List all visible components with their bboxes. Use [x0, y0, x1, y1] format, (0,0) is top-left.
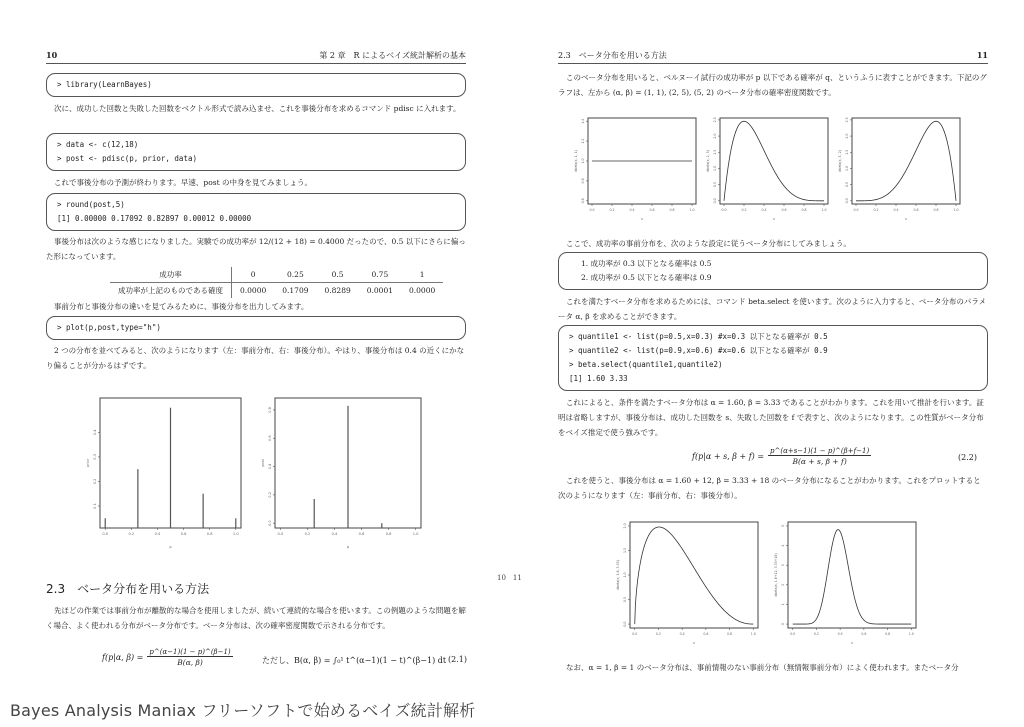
svg-text:x: x: [773, 217, 775, 221]
svg-text:0.4: 0.4: [331, 532, 338, 536]
code-block: [46, 316, 466, 340]
svg-text:0.6: 0.6: [180, 532, 187, 536]
svg-text:0.5: 0.5: [713, 182, 717, 188]
probability-table: [110, 267, 443, 298]
svg-text:0.5: 0.5: [623, 596, 627, 603]
svg-text:1.0: 1.0: [623, 572, 627, 578]
posterior-histogram-chart: [255, 390, 425, 550]
table-cell: 0.0001: [366, 286, 393, 295]
table-cell: 0.5: [317, 267, 359, 283]
svg-text:0.4: 0.4: [93, 429, 97, 436]
right-page: [512, 0, 1024, 690]
svg-text:0.4: 0.4: [154, 532, 161, 536]
table-cell: 0.75: [359, 267, 401, 283]
svg-text:0.0: 0.0: [623, 621, 627, 627]
svg-text:0.4: 0.4: [679, 632, 685, 636]
running-header: [46, 50, 466, 64]
svg-text:0.8: 0.8: [581, 178, 585, 184]
svg-text:0.6: 0.6: [913, 208, 919, 212]
svg-text:0.2: 0.2: [609, 208, 615, 212]
left-page: [0, 0, 512, 690]
fraction-denominator: B(α, β): [177, 658, 203, 667]
equation-2-2: [692, 447, 871, 466]
spread-page-numbers: 10 11: [497, 574, 522, 582]
svg-text:p: p: [169, 545, 172, 549]
svg-text:0.8: 0.8: [885, 632, 891, 636]
list-item: 2. 成功率が 0.5 以下となる確率は 0.9: [581, 273, 712, 282]
svg-text:dbeta(x, 1.6, 3.33): dbeta(x, 1.6, 3.33): [616, 560, 620, 590]
fraction-numerator: p^(α−1)(1 − p)^(β−1): [149, 648, 231, 656]
svg-text:2.0: 2.0: [623, 523, 627, 529]
svg-text:5: 5: [781, 524, 785, 527]
svg-text:dbeta(x, 2, 5): dbeta(x, 2, 5): [706, 150, 710, 172]
svg-text:post: post: [261, 459, 265, 467]
prior-histogram-chart: [80, 390, 245, 550]
equation-2-1: [102, 648, 233, 667]
condition-list: [558, 252, 988, 290]
paragraph: 事前分布と事後分布の違いを見てみるために、事後分布を出力してみます。: [54, 302, 309, 311]
svg-text:0.6: 0.6: [649, 208, 655, 212]
svg-text:0.4: 0.4: [629, 208, 635, 212]
running-header: [558, 50, 988, 64]
code-line: > quantile2 <- list(p=0.9,x=0.6) #x=0.6 以下となる確率が 0.9: [569, 346, 828, 355]
svg-text:0.2: 0.2: [813, 632, 819, 636]
table-header: 成功率が上記のものである確度: [110, 283, 232, 299]
beta-5-2-chart: [834, 112, 964, 222]
svg-text:0.2: 0.2: [655, 632, 661, 636]
svg-text:0.6: 0.6: [581, 198, 585, 204]
svg-text:0.2: 0.2: [128, 532, 135, 536]
svg-text:1: 1: [781, 603, 785, 606]
svg-text:0.0: 0.0: [721, 208, 727, 212]
svg-text:0.4: 0.4: [761, 208, 767, 212]
svg-text:0.8: 0.8: [727, 632, 733, 636]
svg-text:0.6: 0.6: [703, 632, 709, 636]
equation-fraction: [768, 447, 871, 466]
svg-text:0.5: 0.5: [845, 182, 849, 188]
section-header: 2.3 ベータ分布を用いる方法: [558, 51, 667, 60]
table-cell: 0.25: [274, 267, 316, 283]
section-heading: [46, 580, 209, 597]
svg-text:3: 3: [781, 564, 785, 567]
beta-1-1-chart: [570, 112, 700, 222]
svg-text:0.1: 0.1: [93, 503, 97, 509]
svg-text:x: x: [851, 641, 853, 645]
page-number: 10: [46, 50, 58, 60]
paragraph: このベータ分布を用いると、ベルヌーイ試行の成功率が p 以下である確率が q、というふうに表すことができます。下記のグラフは、左から (α, β) = (1, 1), (2, 5), (5, 2) のベータ分布の確率密度関数です。: [558, 73, 987, 97]
code-line: > post <- pdisc(p, prior, data): [57, 154, 197, 163]
code-line: > round(post,5): [57, 200, 125, 209]
paragraph: 2 つの分布を並べてみると、次のようになります（左：事前分布、右：事後分布）。やはり、事後分布は 0.4 の近くにかなり偏ることが分かるはずです。: [46, 346, 465, 370]
equation-lhs: f(p|α + s, β + f) =: [692, 452, 765, 461]
equation-fraction: [147, 648, 232, 667]
paragraph: 先ほどの作業では事前分布が離散的な場合を使用しましたが、続いて連続的な場合を使います。この例題のような問題を解く場合、よく使われる分布がベータ分布です。ベータ分布は、次の確率密度関数で示される分布です。: [46, 606, 466, 630]
section-number: 2.3: [46, 582, 66, 596]
table-cell: 1: [401, 267, 443, 283]
list-item: 1. 成功率が 0.3 以下となる確率は 0.5: [581, 259, 712, 268]
svg-text:0.2: 0.2: [304, 532, 311, 536]
code-line: > library(LearnBayes): [57, 80, 152, 89]
paragraph: 次に、成功した回数と失敗した回数をベクトル形式で読み込ませ、これを事後分布を求めるコマンド pdisc に入れます。: [54, 104, 461, 113]
svg-text:0.6: 0.6: [781, 208, 787, 212]
svg-text:0.4: 0.4: [893, 208, 899, 212]
equation-lhs: f(p|α, β) =: [102, 653, 144, 662]
svg-text:0.0: 0.0: [102, 532, 109, 536]
svg-text:0.0: 0.0: [790, 632, 796, 636]
paragraph: 事後分布は次のような感じになりました。実験での成功率が 12/(12 + 18) = 0.4000 だったので、0.5 以下にさらに偏った形になっています。: [46, 237, 466, 261]
svg-text:1.0: 1.0: [908, 632, 914, 636]
svg-text:0.6: 0.6: [861, 632, 867, 636]
section-title: ベータ分布を用いる方法: [77, 582, 210, 596]
svg-text:2.5: 2.5: [845, 117, 849, 123]
svg-text:0.0: 0.0: [713, 198, 717, 204]
svg-text:0.2: 0.2: [873, 208, 879, 212]
code-line: > quantile1 <- list(p=0.5,x=0.3) #x=0.3 以下となる確率が 0.5: [569, 332, 828, 341]
svg-text:2.0: 2.0: [845, 133, 849, 139]
svg-text:1.0: 1.0: [750, 632, 756, 636]
svg-text:0.0: 0.0: [268, 520, 272, 527]
svg-text:0.4: 0.4: [837, 632, 843, 636]
svg-text:0.0: 0.0: [853, 208, 859, 212]
posterior-beta-chart: [770, 516, 920, 646]
svg-text:x: x: [641, 217, 643, 221]
svg-text:p: p: [346, 545, 350, 549]
svg-text:1.0: 1.0: [845, 165, 849, 171]
code-line: > data <- c(12,18): [57, 140, 139, 149]
code-line: [1] 1.60 3.33: [569, 374, 628, 383]
svg-text:dbeta(x, 1.6+12, 3.33+18): dbeta(x, 1.6+12, 3.33+18): [774, 553, 778, 597]
table-cell: 0.8289: [324, 286, 351, 295]
table-cell: 0.1709: [282, 286, 309, 295]
svg-text:1.0: 1.0: [689, 208, 695, 212]
svg-text:0.0: 0.0: [632, 632, 638, 636]
svg-text:1.0: 1.0: [581, 158, 585, 164]
svg-text:0.4: 0.4: [268, 463, 272, 470]
svg-text:4: 4: [781, 544, 785, 547]
table-cell: 0: [232, 267, 275, 283]
svg-text:1.5: 1.5: [845, 149, 849, 155]
table-cell: 0.0000: [409, 286, 436, 295]
beta-2-5-chart: [702, 112, 832, 222]
equation-number: (2.1): [448, 655, 467, 664]
svg-text:1.5: 1.5: [713, 149, 717, 155]
svg-text:x: x: [905, 217, 907, 221]
svg-text:1.4: 1.4: [581, 118, 585, 124]
svg-text:2.5: 2.5: [713, 117, 717, 123]
svg-text:1.5: 1.5: [623, 547, 627, 554]
code-line: > plot(p,post,type="h"): [57, 323, 161, 332]
svg-text:2: 2: [781, 583, 785, 586]
chapter-header: 第 2 章 R によるベイズ統計解析の基本: [319, 51, 466, 60]
code-block: [46, 133, 466, 171]
svg-text:0.0: 0.0: [845, 198, 849, 204]
svg-text:0.2: 0.2: [741, 208, 747, 212]
paragraph: なお、α = 1, β = 1 のベータ分布は、事前情報のない事前分布（無情報事前分布）によく使われます。またベータ分: [566, 663, 959, 672]
svg-text:0.8: 0.8: [206, 532, 213, 536]
svg-text:1.0: 1.0: [953, 208, 959, 212]
svg-text:0.8: 0.8: [385, 532, 392, 536]
paragraph: これによると、条件を満たすベータ分布は α = 1.60, β = 3.33 であることがわかります。これを用いて推計を行います。証明は省略しますが、事後分布は、成功した回数を s、失敗した回数を f で表すと、次のようになります。この性質がベータ分布をベイズ推定で使う強みです。: [558, 398, 984, 437]
svg-text:1.0: 1.0: [232, 532, 239, 536]
svg-text:1.2: 1.2: [581, 138, 585, 144]
svg-text:0.8: 0.8: [933, 208, 939, 212]
svg-text:1.0: 1.0: [713, 165, 717, 171]
svg-text:x: x: [693, 641, 695, 645]
svg-text:0.6: 0.6: [268, 435, 272, 442]
paragraph: これを使うと、事後分布は α = 1.60 + 12, β = 3.33 + 18 のベータ分布になることがわかります。これをプロットすると次のようになります（左：事前分布、右：事後分布）。: [558, 476, 981, 500]
table-header: 成功率: [110, 267, 232, 283]
code-line: > beta.select(quantile1,quantile2): [569, 360, 723, 369]
paragraph: これを満たすベータ分布を求めるためには、コマンド beta.select を使います。次のように入力すると、ベータ分布のパラメータ α, β を求めることができます。: [558, 297, 987, 321]
code-block: [558, 325, 988, 391]
svg-text:0.3: 0.3: [93, 453, 97, 460]
svg-text:0.2: 0.2: [268, 492, 272, 498]
svg-text:dbeta(x, 5, 2): dbeta(x, 5, 2): [838, 150, 842, 172]
footer-title: Bayes Analysis Maniax フリーソフトで始めるベイズ統計解析: [10, 701, 476, 720]
paragraph: これで事後分布の予測が終わります。早速、post の中身を見てみましょう。: [54, 178, 312, 187]
code-line: [1] 0.00000 0.17092 0.82897 0.00012 0.00000: [57, 214, 252, 223]
svg-text:0.8: 0.8: [669, 208, 675, 212]
table-cell: 0.0000: [240, 286, 267, 295]
svg-text:1.0: 1.0: [821, 208, 827, 212]
svg-text:2.0: 2.0: [713, 133, 717, 139]
equation-beta-definition: ただし、B(α, β) = ∫₀¹ t^(α−1)(1 − t)^(β−1) dt: [262, 656, 447, 665]
svg-text:prior: prior: [86, 458, 90, 468]
equation-number: (2.2): [958, 453, 977, 462]
prior-beta-chart: [612, 516, 762, 646]
fraction-numerator: p^(α+s−1)(1 − p)^(β+f−1): [770, 447, 870, 455]
fraction-denominator: B(α + s, β + f): [792, 457, 847, 466]
svg-text:0.0: 0.0: [589, 208, 595, 212]
svg-text:dbeta(x, 1, 1): dbeta(x, 1, 1): [574, 150, 578, 172]
page-number: 11: [976, 50, 988, 60]
svg-text:0.6: 0.6: [358, 532, 365, 536]
svg-text:0: 0: [781, 623, 785, 626]
svg-text:0.2: 0.2: [93, 478, 97, 485]
svg-text:0.0: 0.0: [277, 532, 284, 536]
svg-text:0.8: 0.8: [268, 407, 272, 413]
code-block: [46, 193, 466, 231]
code-block: [46, 73, 466, 97]
paragraph: ここで、成功率の事前分布を、次のような設定に従うベータ分布にしてみましょう。: [566, 239, 851, 248]
svg-text:0.8: 0.8: [801, 208, 807, 212]
svg-text:1.0: 1.0: [412, 532, 419, 536]
